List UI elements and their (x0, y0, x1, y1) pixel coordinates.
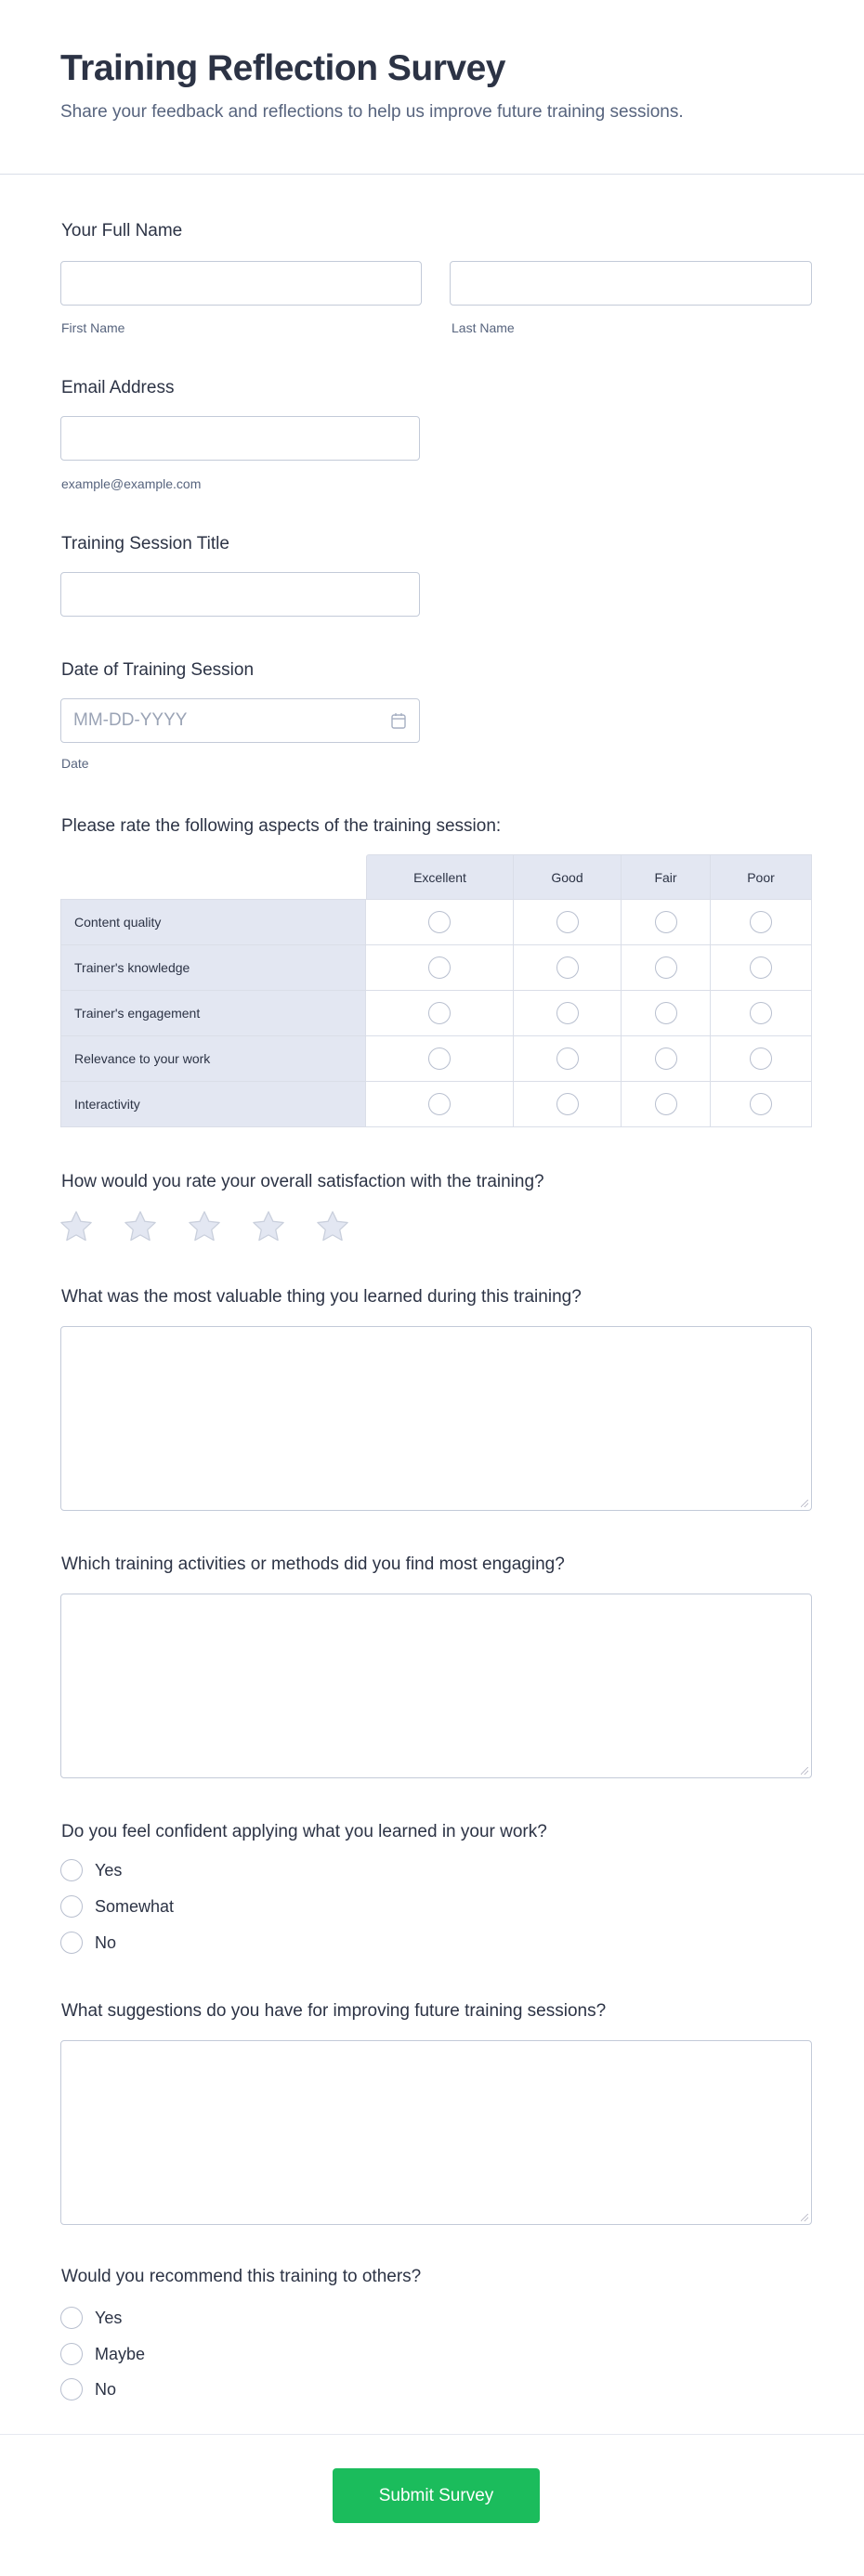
matrix-col-header: Good (514, 854, 622, 900)
matrix-cell[interactable] (711, 1036, 812, 1082)
first-name-input[interactable] (60, 261, 422, 306)
recommend-option-yes[interactable] (60, 2307, 122, 2329)
radio-button[interactable] (750, 1002, 772, 1024)
matrix-cell[interactable] (622, 1036, 711, 1082)
matrix-cell[interactable] (366, 991, 514, 1036)
calendar-icon[interactable] (391, 712, 406, 729)
option-label: Maybe (95, 2344, 146, 2363)
recommend-option-maybe[interactable] (60, 2343, 145, 2365)
date-placeholder: MM-DD-YYYY (73, 710, 188, 730)
engaging-question: Which training activities or methods did you find most engaging? (61, 1555, 565, 1574)
radio-button[interactable] (655, 1093, 677, 1115)
radio-button[interactable] (60, 1895, 83, 1918)
radio-button[interactable] (556, 956, 579, 979)
matrix-row (60, 1036, 812, 1082)
resize-handle-icon[interactable] (801, 2214, 808, 2221)
valuable-textarea[interactable] (60, 1326, 812, 1511)
recommend-option-no[interactable] (60, 2378, 116, 2400)
matrix-cell[interactable] (711, 991, 812, 1036)
star-icon[interactable] (123, 1209, 158, 1244)
radio-button[interactable] (60, 2343, 83, 2365)
option-label: Yes (95, 2308, 123, 2327)
star-icon[interactable] (59, 1209, 94, 1244)
matrix-cell[interactable] (711, 1082, 812, 1127)
date-sublabel: Date (61, 756, 89, 771)
matrix-cell[interactable] (514, 900, 622, 945)
date-label: Date of Training Session (61, 660, 255, 680)
radio-button[interactable] (428, 1002, 451, 1024)
matrix-corner (60, 854, 366, 900)
matrix-cell[interactable] (622, 1082, 711, 1127)
page-title: Training Reflection Survey (60, 48, 505, 88)
confident-option-no[interactable] (60, 1932, 116, 1954)
matrix-row-label: Trainer's engagement (60, 991, 366, 1036)
radio-button[interactable] (556, 1002, 579, 1024)
star-rating (59, 1209, 350, 1244)
email-label: Email Address (61, 378, 175, 397)
suggestions-question: What suggestions do you have for improving future training sessions? (61, 2001, 607, 2021)
matrix-cell[interactable] (514, 991, 622, 1036)
last-name-sublabel: Last Name (452, 320, 515, 335)
matrix-cell[interactable] (366, 945, 514, 991)
radio-button[interactable] (750, 911, 772, 933)
matrix-row (60, 900, 812, 945)
recommend-question: Would you recommend this training to others? (61, 2267, 422, 2286)
last-name-input[interactable] (450, 261, 812, 306)
matrix-cell[interactable] (366, 900, 514, 945)
matrix-col-header: Fair (622, 854, 711, 900)
radio-button[interactable] (428, 911, 451, 933)
option-label: No (95, 2379, 117, 2399)
suggestions-textarea[interactable] (60, 2040, 812, 2225)
option-label: No (95, 1932, 117, 1952)
matrix-cell[interactable] (514, 1036, 622, 1082)
session-title-input[interactable] (60, 572, 420, 617)
radio-button[interactable] (60, 2307, 83, 2329)
radio-button[interactable] (556, 1093, 579, 1115)
radio-button[interactable] (655, 1002, 677, 1024)
radio-button[interactable] (750, 1093, 772, 1115)
matrix-row-label: Interactivity (60, 1082, 366, 1127)
rating-matrix (60, 854, 812, 1127)
radio-button[interactable] (428, 1093, 451, 1115)
star-icon[interactable] (251, 1209, 286, 1244)
radio-button[interactable] (750, 1047, 772, 1070)
matrix-cell[interactable] (514, 945, 622, 991)
star-icon[interactable] (315, 1209, 350, 1244)
matrix-row-label: Content quality (60, 900, 366, 945)
radio-button[interactable] (60, 1932, 83, 1954)
radio-button[interactable] (428, 956, 451, 979)
matrix-cell[interactable] (711, 900, 812, 945)
matrix-cell[interactable] (366, 1082, 514, 1127)
radio-button[interactable] (655, 956, 677, 979)
resize-handle-icon[interactable] (801, 1767, 808, 1775)
submit-button[interactable]: Submit Survey (333, 2468, 540, 2523)
matrix-col-header: Excellent (366, 854, 514, 900)
radio-button[interactable] (655, 1047, 677, 1070)
matrix-cell[interactable] (622, 945, 711, 991)
matrix-cell[interactable] (711, 945, 812, 991)
option-label: Somewhat (95, 1896, 175, 1916)
full-name-label: Your Full Name (61, 221, 183, 241)
matrix-cell[interactable] (366, 1036, 514, 1082)
radio-button[interactable] (750, 956, 772, 979)
satisfaction-question: How would you rate your overall satisfaction with the training? (61, 1172, 544, 1191)
radio-button[interactable] (428, 1047, 451, 1070)
matrix-row (60, 1082, 812, 1127)
valuable-question: What was the most valuable thing you learned during this training? (61, 1287, 582, 1307)
confident-option-somewhat[interactable] (60, 1895, 174, 1918)
matrix-cell[interactable] (514, 1082, 622, 1127)
confident-question: Do you feel confident applying what you learned in your work? (61, 1822, 547, 1841)
matrix-question: Please rate the following aspects of the training session: (61, 816, 502, 836)
matrix-row-label: Trainer's knowledge (60, 945, 366, 991)
matrix-col-header: Poor (711, 854, 812, 900)
star-icon[interactable] (187, 1209, 222, 1244)
email-input[interactable] (60, 416, 420, 461)
matrix-row (60, 991, 812, 1036)
matrix-cell[interactable] (622, 991, 711, 1036)
radio-button[interactable] (60, 1859, 83, 1881)
resize-handle-icon[interactable] (801, 1500, 808, 1507)
matrix-cell[interactable] (622, 900, 711, 945)
confident-option-yes[interactable] (60, 1859, 122, 1881)
session-title-label: Training Session Title (61, 534, 229, 553)
radio-button[interactable] (655, 911, 677, 933)
radio-button[interactable] (556, 1047, 579, 1070)
footer-divider (0, 2434, 864, 2435)
engaging-textarea[interactable] (60, 1594, 812, 1778)
email-hint: example@example.com (61, 476, 202, 491)
first-name-sublabel: First Name (61, 320, 125, 335)
option-label: Yes (95, 1860, 123, 1880)
date-input[interactable] (60, 698, 420, 743)
radio-button[interactable] (60, 2378, 83, 2400)
matrix-row (60, 945, 812, 991)
radio-button[interactable] (556, 911, 579, 933)
page-subtitle: Share your feedback and reflections to help us improve future training sessions. (60, 102, 684, 122)
header-divider (0, 174, 864, 175)
matrix-row-label: Relevance to your work (60, 1036, 366, 1082)
